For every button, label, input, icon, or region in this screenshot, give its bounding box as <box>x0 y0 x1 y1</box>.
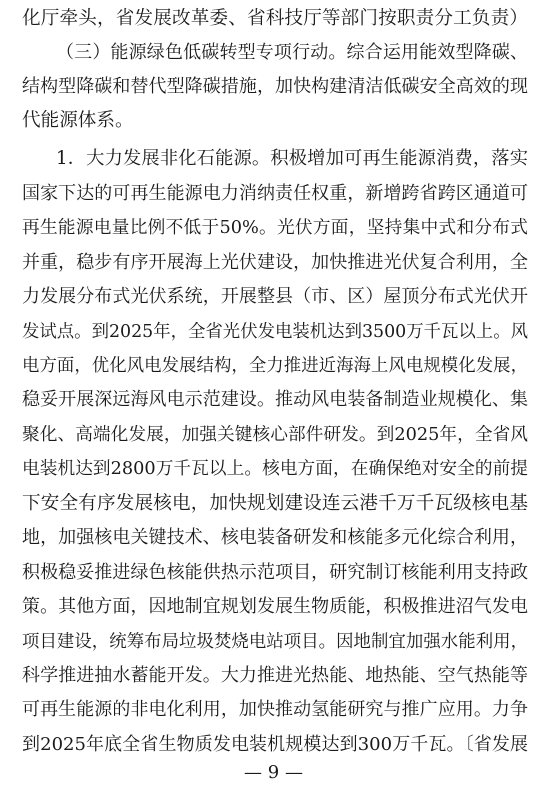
text-line: 再生能源电量比例不低于50%。光伏方面，坚持集中式和分布式 <box>22 218 528 238</box>
text-line: 地，加强核电关键技术、核电装备研发和核能多元化综合利用， <box>22 527 528 548</box>
text-line: 代能源体系。 <box>22 110 134 131</box>
text-line: 力发展分布式光伏系统，开展整县（市、区）屋顶分布式光伏开 <box>22 286 528 307</box>
text-line: 科学推进抽水蓄能开发。大力推进光热能、地热能、空气热能等 <box>22 665 528 686</box>
subsection-heading-line: 1．大力发展非化石能源。积极增加可再生能源消费，落实 <box>56 148 528 169</box>
page-number: — 9 — <box>244 762 303 783</box>
text-line: 并重，稳步有序开展海上光伏建设，加快推进光伏复合利用，全 <box>22 252 528 273</box>
text-line: 到2025年底全省生物质发电装机规模达到300万千瓦。〔省发展 <box>22 734 528 755</box>
text-line: 国家下达的可再生能源电力消纳责任权重，新增跨省跨区通道可 <box>22 183 528 204</box>
section-heading-line: （三）能源绿色低碳转型专项行动。综合运用能效型降碳、 <box>56 42 528 63</box>
text-line: 结构型降碳和替代型降碳措施，加快构建清洁低碳安全高效的现 <box>22 76 528 97</box>
text-line: 可再生能源的非电化利用，加快推动氢能研究与推广应用。力争 <box>22 699 528 720</box>
text-line: 积极稳妥推进绿色核能供热示范项目，研究制订核能利用支持政 <box>22 562 528 583</box>
text-line: 化厅牵头，省发展改革委、省科技厅等部门按职责分工负责） <box>22 8 528 29</box>
text-line: 项目建设，统筹布局垃圾焚烧电站项目。因地制宜加强水能利用， <box>22 632 528 652</box>
text-line: 聚化、高端化发展，加强关键核心部件研发。到2025年，全省风 <box>22 425 528 445</box>
text-line: 发试点。到2025年，全省光伏发电装机达到3500万千瓦以上。风 <box>22 322 528 342</box>
text-line: 电方面，优化风电发展结构，全力推进近海海上风电规模化发展， <box>22 356 528 376</box>
text-line: 电装机达到2800万千瓦以上。核电方面，在确保绝对安全的前提 <box>22 459 528 479</box>
text-line: 稳妥开展深远海风电示范建设。推动风电装备制造业规模化、集 <box>22 389 528 410</box>
text-line: 策。其他方面，因地制宜规划发展生物质能，积极推进沼气发电 <box>22 596 528 617</box>
text-line: 下安全有序发展核电，加快规划建设连云港千万千瓦级核电基 <box>22 493 528 514</box>
